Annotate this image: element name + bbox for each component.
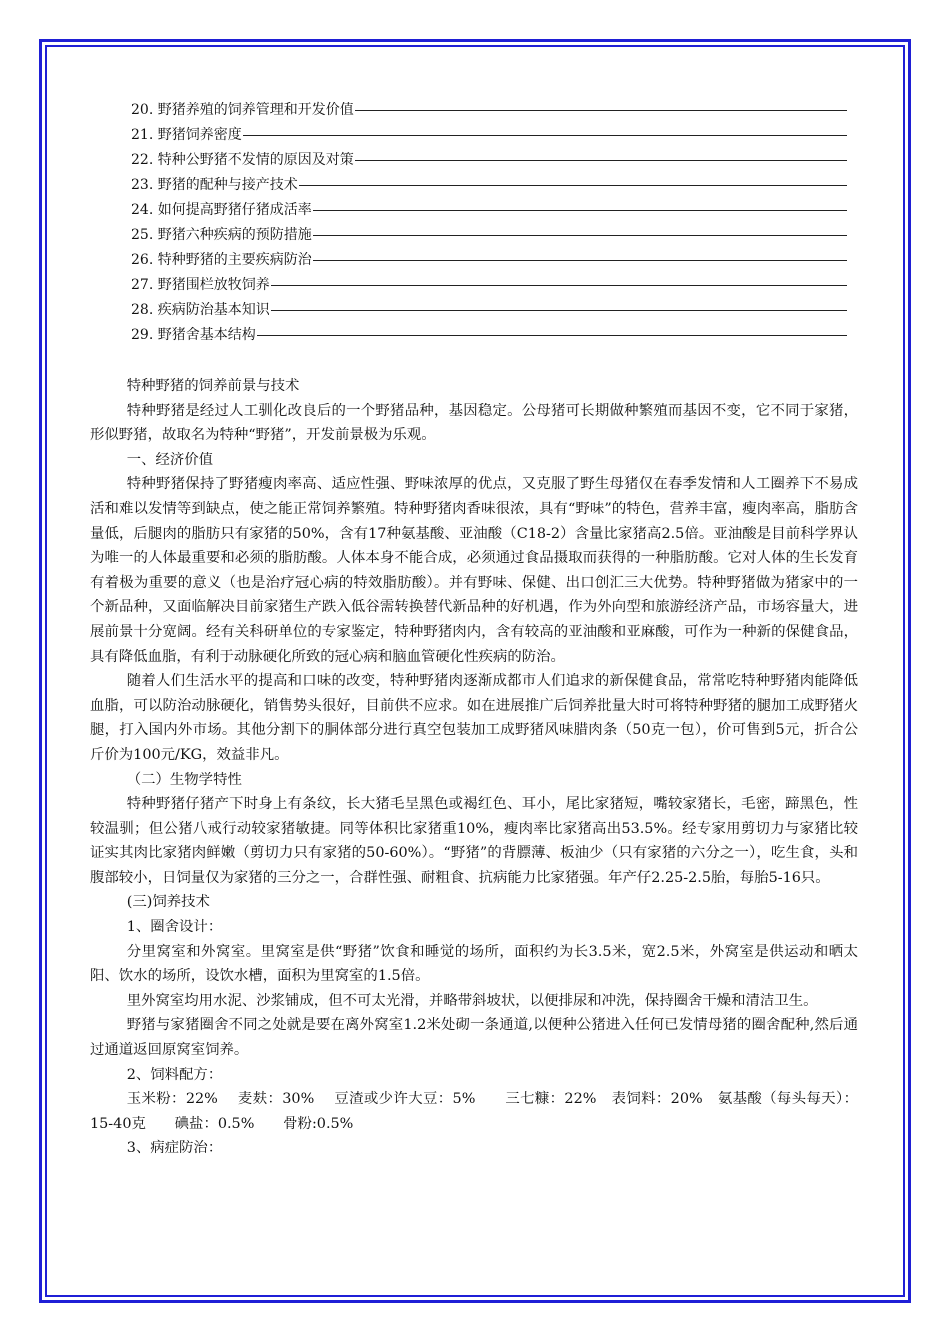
paragraph: 特种野猪保持了野猪瘦肉率高、适应性强、野味浓厚的优点，又克服了野生母猪仅在春季发情和人工圈养下不易成活和难以发情等到缺点，使之能正常饲养繁殖。特种野猪肉香味很浓，具有“野味”的特色，营养丰富，瘦肉率高，脂肪含量低，后腿肉的脂肪只有家猪的50%，含有17种氨基酸、亚油酸（C18-2）含量比家猪高2.5倍。亚油酸是目前科学界认为唯一的人体最重要和必须的脂肪酸。人体本身不能合成，必须通过食品摄取而获得的一种脂肪酸。它对人体的生长发育有着极为重要的意义（也是治疗冠心病的特效脂肪酸）。并有野味、保健、出口创汇三大优势。特种野猪做为猪家中的一个新品种，又面临解决目前家猪生产跌入低谷需转换替代新品种的好机遇，作为外向型和旅游经济产品，市场容量大，进展前景十分宽阔。经有关科研单位的专家鉴定，特种野猪肉内，含有较高的亚油酸和亚麻酸，可作为一种新的保健食品，具有降低血脂，有利于动脉硬化所致的冠心病和脑血管硬化性疾病的防治。 [90, 476, 858, 665]
toc-leader-line [299, 173, 847, 186]
subsection-heading: 3、病症防治： [126, 1140, 223, 1157]
toc-leader-line [271, 273, 847, 286]
section-heading: （二）生物学特性 [126, 771, 242, 788]
paragraph: 野猪与家猪圈舍不同之处就是要在离外窝室1.2米处砌一条通道,以便种公猪进入任何已发情母猪的圈舍配种,然后通过通道返回原窝室饲养。 [90, 1017, 858, 1059]
toc-item: 24. 如何提高野猪仔猪成活率 [131, 198, 847, 223]
toc-item: 22. 特种公野猪不发情的原因及对策 [131, 148, 847, 173]
toc-leader-line [243, 123, 847, 136]
toc-item: 28. 疾病防治基本知识 [131, 298, 847, 323]
article-body [90, 374, 858, 1161]
toc-leader-line [355, 148, 847, 161]
paragraph: 特种野猪仔猪产下时身上有条纹，长大猪毛呈黑色或褐红色、耳小，尾比家猪短，嘴较家猪长，毛密，蹄黑色，性较温驯；但公猪八戒行动较家猪敏捷。同等体积比家猪重10%，瘦肉率比家猪高出53.5%。经专家用剪切力与家猪比较证实其肉比家猪肉鲜嫩（剪切力只有家猪的50-60%）。“野猪”的背膘薄、板油少（只有家猪的六分之一），吃生食，头和腹部较小，日饲量仅为家猪的三分之一，合群性强、耐粗食、抗病能力比家猪强。年产仔2.25-2.5胎，每胎5-16只。 [90, 796, 858, 886]
paragraph: 里外窝室均用水泥、沙浆铺成，但不可太光滑，并略带斜坡状，以便排尿和冲洗，保持圈舍干燥和清洁卫生。 [126, 992, 818, 1009]
paragraph: 随着人们生活水平的提高和口味的改变，特种野猪肉逐渐成都市人们追求的新保健食品，常常吃特种野猪肉能降低血脂，可以防治动脉硬化，销售势头很好，目前供不应求。如在进展推广后饲养批量大时可将特种野猪的腿加工成野猪火腿，打入国内外市场。其他分割下的胴体部分进行真空包装加工成野猪风味腊肉条（50克一包），价可售到5元，折合公斤价为100元/KG，效益非凡。 [90, 673, 858, 763]
toc-item: 21. 野猪饲养密度 [131, 123, 847, 148]
toc-leader-line [271, 298, 847, 311]
subsection-heading: 2、饲料配方： [126, 1066, 223, 1083]
paragraph: 分里窝室和外窝室。里窝室是供“野猪”饮食和睡觉的场所，面积约为长3.5米，宽2.5米，外窝室是供运动和晒太阳、饮水的场所，设饮水槽，面积为里窝室的1.5倍。 [90, 943, 858, 985]
toc-item: 27. 野猪围栏放牧饲养 [131, 273, 847, 298]
toc-item: 26. 特种野猪的主要疾病防治 [131, 248, 847, 273]
toc-leader-line [355, 98, 847, 111]
toc-leader-line [257, 323, 847, 336]
toc-leader-line [313, 248, 847, 261]
section-heading: 一、经济价值 [126, 451, 214, 468]
toc-item: 23. 野猪的配种与接产技术 [131, 173, 847, 198]
toc-item: 25. 野猪六种疾病的预防措施 [131, 223, 847, 248]
intro-paragraph: 特种野猪是经过人工驯化改良后的一个野猪品种，基因稳定。公母猪可长期做种繁殖而基因不变，它不同于家猪，形似野猪，故取名为特种“野猪”，开发前景极为乐观。 [90, 402, 858, 444]
toc-leader-line [313, 198, 847, 211]
subsection-heading: 1、圈舍设计： [126, 919, 223, 936]
feed-formula: 玉米粉：22% 麦麸：30% 豆渣或少许大豆：5% 三七糠：22% 表饲料：20% 氨基酸（每头每天）：15-40克 碘盐：0.5% 骨粉:0.5% [90, 1091, 858, 1132]
article-title: 特种野猪的饲养前景与技术 [126, 378, 300, 394]
toc-item: 20. 野猪养殖的饲养管理和开发价值 [131, 98, 847, 123]
section-heading: (三)饲养技术 [126, 894, 210, 911]
table-of-contents [131, 98, 847, 348]
toc-leader-line [313, 223, 847, 236]
toc-item: 29. 野猪舍基本结构 [131, 323, 847, 348]
